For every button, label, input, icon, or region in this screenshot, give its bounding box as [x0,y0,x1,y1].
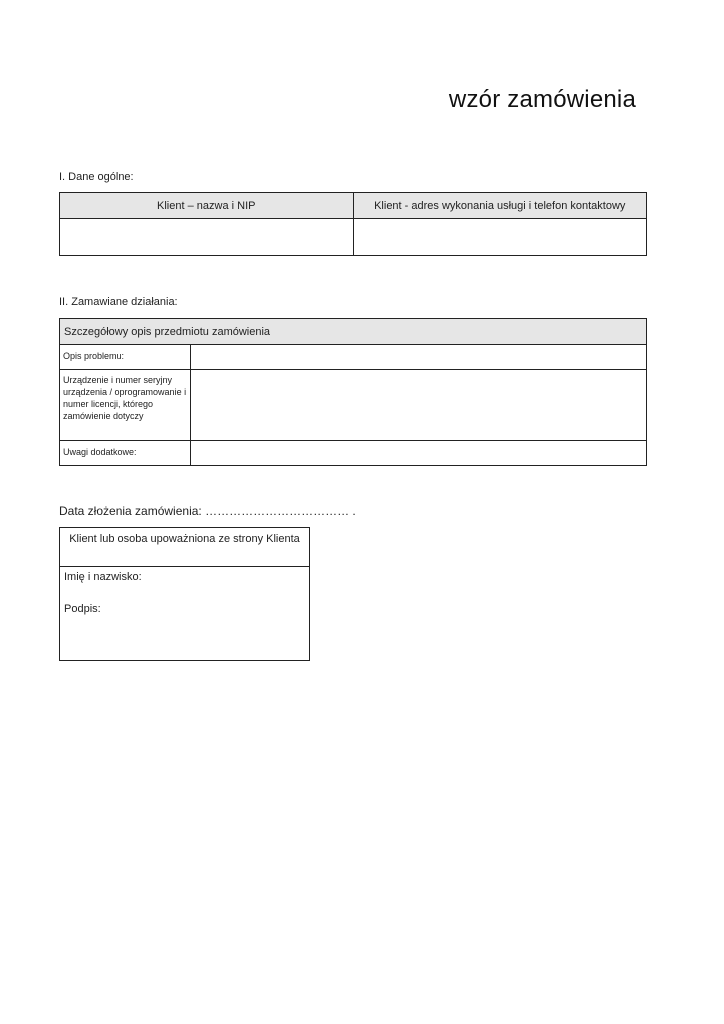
order-date-line: Data złożenia zamówienia: ……………………………… . [59,504,356,518]
device-serial-label: Urządzenie i numer seryjny urządzenia / oprogramowanie i numer licencji, którego zamówienie dotyczy [60,370,191,441]
section-actions-label: II. Zamawiane działania: [59,296,178,308]
problem-description-field[interactable] [191,345,647,370]
client-name-nip-header: Klient – nazwa i NIP [60,193,354,219]
sign-label: Podpis: [64,603,101,615]
signature-body[interactable] [60,567,310,661]
document-title: wzór zamówienia [448,86,636,113]
order-details-header: Szczegółowy opis przedmiotu zamówienia [60,319,647,345]
general-data-table [59,192,647,256]
additional-notes-field[interactable] [191,441,647,466]
device-serial-field[interactable] [191,370,647,441]
signature-header: Klient lub osoba upoważniona ze strony Klienta [60,528,310,567]
client-name-nip-field[interactable] [60,219,354,256]
name-label: Imię i nazwisko: [64,571,142,583]
order-details-table [59,318,647,466]
section-general-label: I. Dane ogólne: [59,171,134,183]
additional-notes-label: Uwagi dodatkowe: [60,441,191,466]
problem-description-label: Opis problemu: [60,345,191,370]
client-address-phone-field[interactable] [353,219,647,256]
signature-table [59,527,310,661]
client-address-phone-header: Klient - adres wykonania usługi i telefon kontaktowy [353,193,647,219]
